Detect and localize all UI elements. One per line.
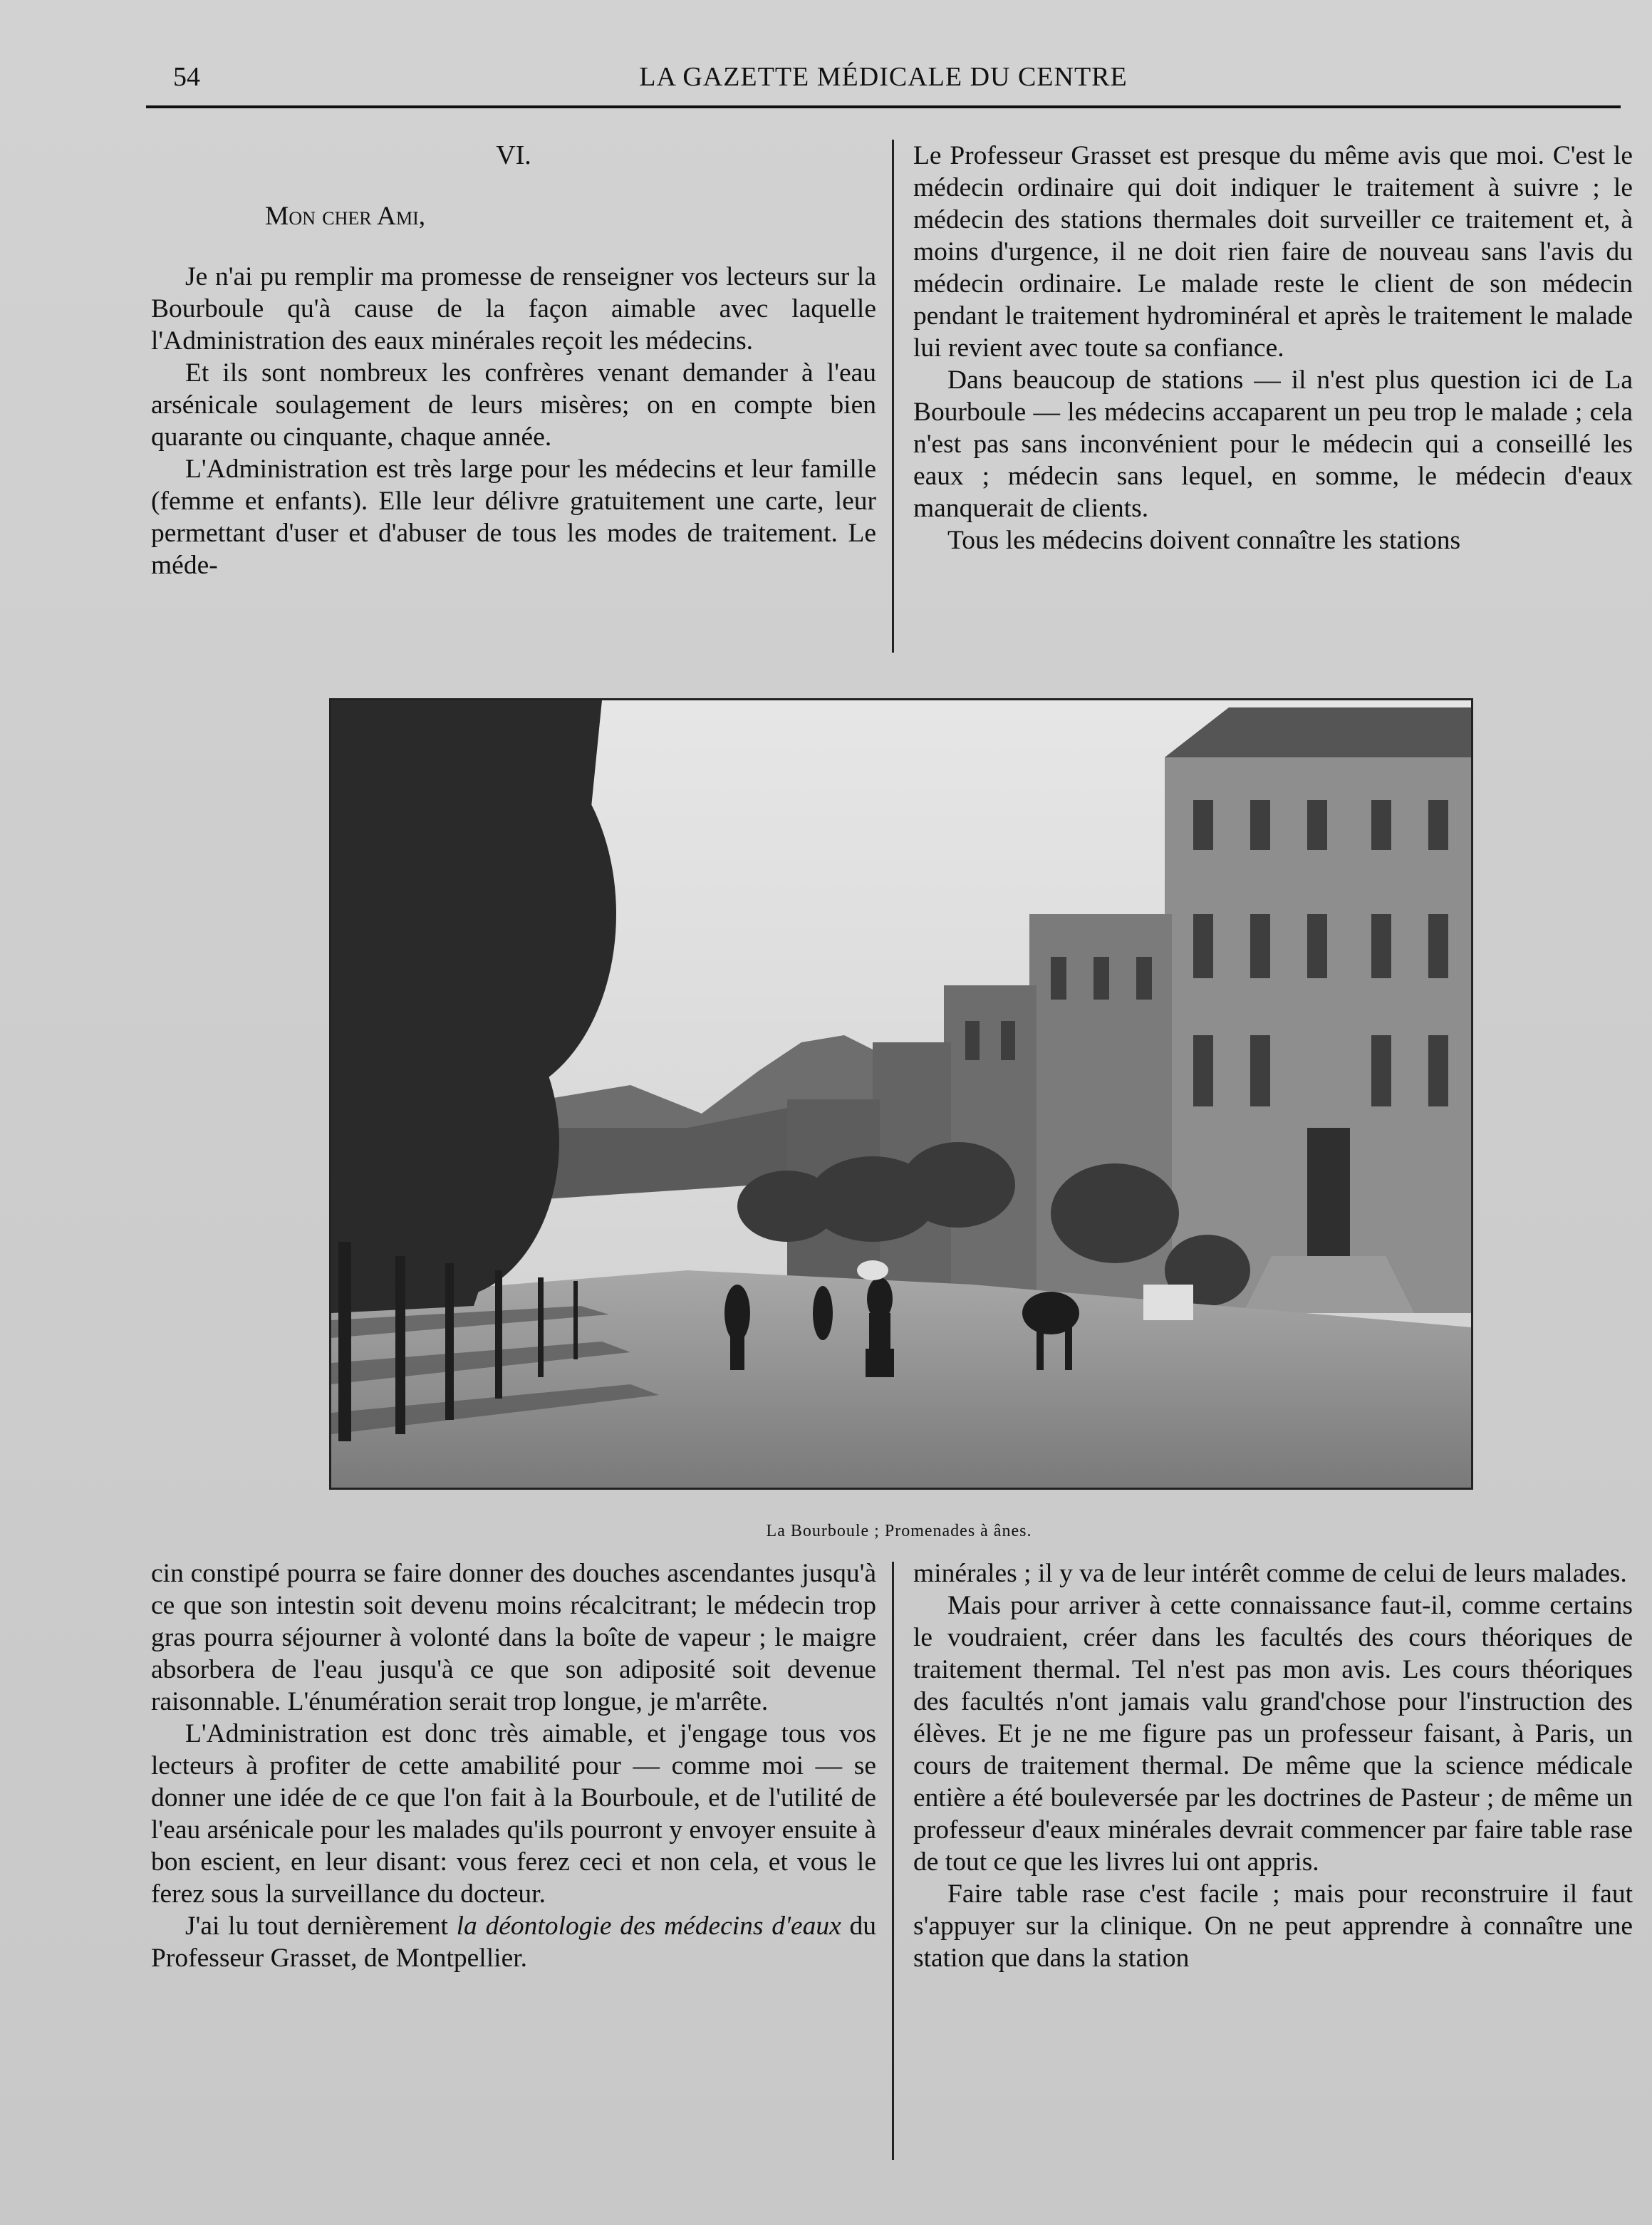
column-top-left — [151, 140, 876, 581]
paragraph: Le Professeur Grasset est presque du même avis que moi. C'est le médecin ordinaire qui doit indiquer le traitement à suivre ; le médecin des stations thermales doit surveiller ce traitement et, à moins d'urgence, il ne doit rien faire de nouveau sans l'avis du médecin ordinaire. Le malade reste le client de son médecin pendant le traitement hydrominéral et après le traitement le malade lui revient avec toute sa confiance. — [913, 141, 1633, 363]
paragraph: cin constipé pourra se faire donner des douches ascendantes jusqu'à ce que son intestin soit devenu moins récalcitrant; le médecin trop gras pourra séjourner à volonté dans la boîte de vapeur ; le maigre absorbera de l'eau jusqu'à ce que son adiposité soit devenue raisonnable. L'énumération serait trop longue, je m'arrête. — [151, 1559, 876, 1716]
paragraph: Mais pour arriver à cette connaissance faut-il, comme certains le voudraient, créer dans les facultés des cours théoriques de traitement thermal. Tel n'est pas mon avis. Les cours théoriques des facultés n'ont jamais valu grand'chose pour l'instruction des élèves. Et je ne me figure pas un professeur faisant, à Paris, un cours de traitement thermal. De même que la science médicale entière a été bouleversée par les doctrines de Pasteur ; de même un professeur d'eaux minérales devrait commencer par faire table rase de tout ce que les livres lui ont appris. — [913, 1591, 1633, 1877]
photo-illustration — [331, 700, 1471, 1488]
book-title: la déontologie des médecins d'eaux — [456, 1912, 841, 1941]
page-header — [146, 57, 1621, 103]
street-photograph — [329, 698, 1473, 1490]
column-divider — [892, 140, 894, 653]
paragraph: Dans beaucoup de stations — il n'est plus question ici de La Bourboule — les médecins accaparent un peu trop le malade ; cela n'est pas sans inconvénient pour le médecin qui a conseillé les eaux ; médecin sans lequel, en somme, le médecin d'eaux manquerait de clients. — [913, 365, 1633, 523]
paragraph: L'Administration est très large pour les médecins et leur famille (femme et enfants). Elle leur délivre gratuitement une carte, leur permettant d'user et d'abuser de tous les modes de traitement. Le méde- — [151, 455, 876, 580]
column-bottom-left — [151, 1557, 876, 1974]
column-top-right — [913, 140, 1633, 556]
paragraph: Faire table rase c'est facile ; mais pour reconstruire il faut s'appuyer sur la clinique. On ne peut apprendre à connaître une station que dans la station — [913, 1879, 1633, 1973]
figure-caption: La Bourboule ; Promenades à ânes. — [766, 1522, 1032, 1540]
header-rule — [146, 105, 1621, 108]
section-number: VI. — [496, 140, 531, 170]
text-run: du Professeur Grasset, de Montpellier. — [151, 1912, 876, 1973]
running-title: LA GAZETTE MÉDICALE DU CENTRE — [639, 62, 1128, 92]
paragraph — [151, 1910, 876, 1974]
paragraph: L'Administration est donc très aimable, et j'engage tous vos lecteurs à profiter de cette amabilité pour — comme moi — se donner une idée de ce que l'on fait à la Bourboule, et de l'utilité de l'eau arsénicale pour les malades qu'ils pourront y envoyer ensuite à bon escient, en leur disant: vous ferez ceci et non cela, et vous le ferez sous la surveillance du docteur. — [151, 1719, 876, 1909]
paragraph: Et ils sont nombreux les confrères venant demander à l'eau arsénicale soulagement de leurs misères; on en compte bien quarante ou cinquante, chaque année. — [151, 358, 876, 452]
column-divider — [892, 1562, 894, 2160]
column-bottom-right — [913, 1557, 1633, 1974]
paragraph: Tous les médecins doivent connaître les stations — [947, 526, 1461, 555]
paragraph: minérales ; il y va de leur intérêt comme de celui de leurs malades. — [913, 1559, 1627, 1588]
salutation: Mon cher Ami, — [265, 202, 426, 231]
text-run: J'ai lu tout dernièrement — [185, 1912, 457, 1941]
page-number: 54 — [173, 62, 200, 92]
paragraph: Je n'ai pu remplir ma promesse de renseigner vos lecteurs sur la Bourboule qu'à cause de la façon aimable avec laquelle l'Administration des eaux minérales reçoit les médecins. — [151, 262, 876, 356]
